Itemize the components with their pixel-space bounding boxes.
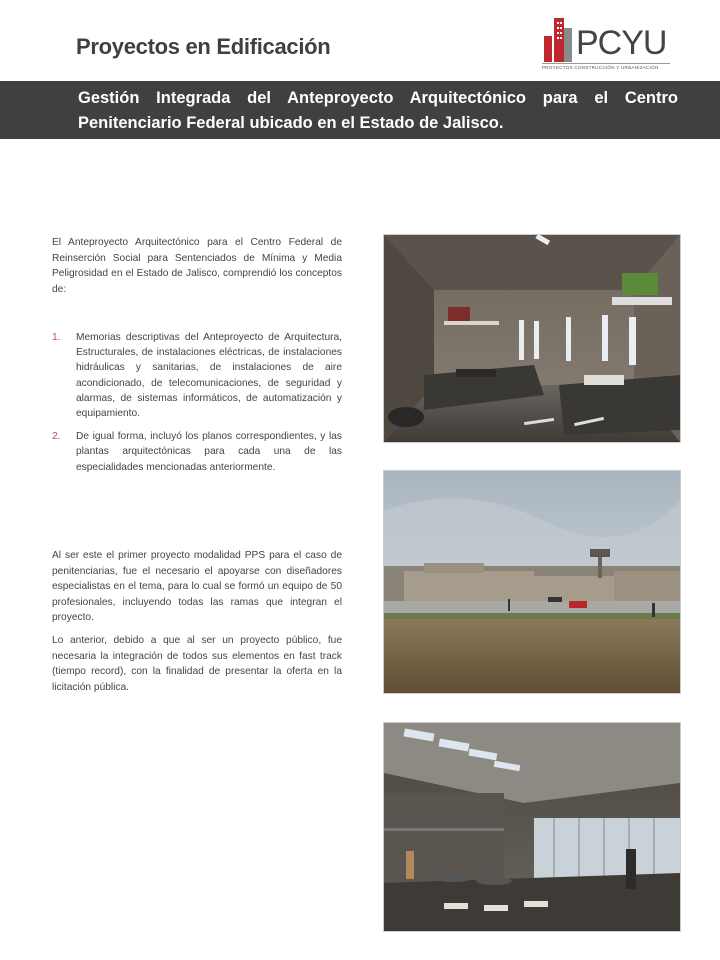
paragraph-team: Al ser este el primer proyecto modalidad PPS para el caso de penitenciarias, fue el necesario el apoyarse con diseñadores especialistas en el tema, para lo cual se formó un equipo de 50 profesionales, incluyendo todas las ramas que integran el proyecto. <box>52 550 342 623</box>
exterior-render-photo <box>383 470 681 694</box>
building-icon <box>540 14 580 64</box>
list-item <box>52 330 342 421</box>
banner-title: Gestión Integrada del Anteproyecto Arquitectónico para el Centro Penitenciario Federal ubicado en el Estado de Jalisco. <box>78 89 678 132</box>
company-logo <box>540 14 680 76</box>
list-number: 1. <box>52 332 61 343</box>
list-item <box>52 429 342 475</box>
logo-text: PCYU <box>576 24 667 62</box>
list-text: Memorias descriptivas del Anteproyecto de Arquitectura, Estructurales, de instalaciones eléctricas, de instalaciones hidráulicas y sanitarias, de instalaciones de aire acondicionado, de telecomunicaciones, de seguridad y alarmas, de sistemas informáticos, de automatización y equipamiento. <box>76 332 342 420</box>
paragraph-fast-track: Lo anterior, debido a que al ser un proyecto público, fue necesaria la integración de todos sus elementos en fast track (tiempo record), con la finalidad de presentar la oferta en la licitación pública. <box>52 635 342 693</box>
logo-subtitle: PROYECTOS CONSTRUCCIÓN Y URBANIZACIÓN <box>542 65 659 70</box>
intro-paragraph: El Anteproyecto Arquitectónico para el Centro Federal de Reinserción Social para Sentenciados de Mínima y Media Peligrosidad en el Estado de Jalisco, comprendió los conceptos de: <box>52 237 342 295</box>
list-text: De igual forma, incluyó los planos correspondientes, y las plantas arquitectónicas para cada una de las especialidades mencionadas anteriormente. <box>76 431 342 473</box>
cell-interior-photo <box>383 234 681 443</box>
page-title: Proyectos en Edificación <box>76 34 331 59</box>
interior-hall-photo <box>383 722 681 932</box>
list-number: 2. <box>52 431 61 443</box>
concepts-list <box>52 330 342 483</box>
